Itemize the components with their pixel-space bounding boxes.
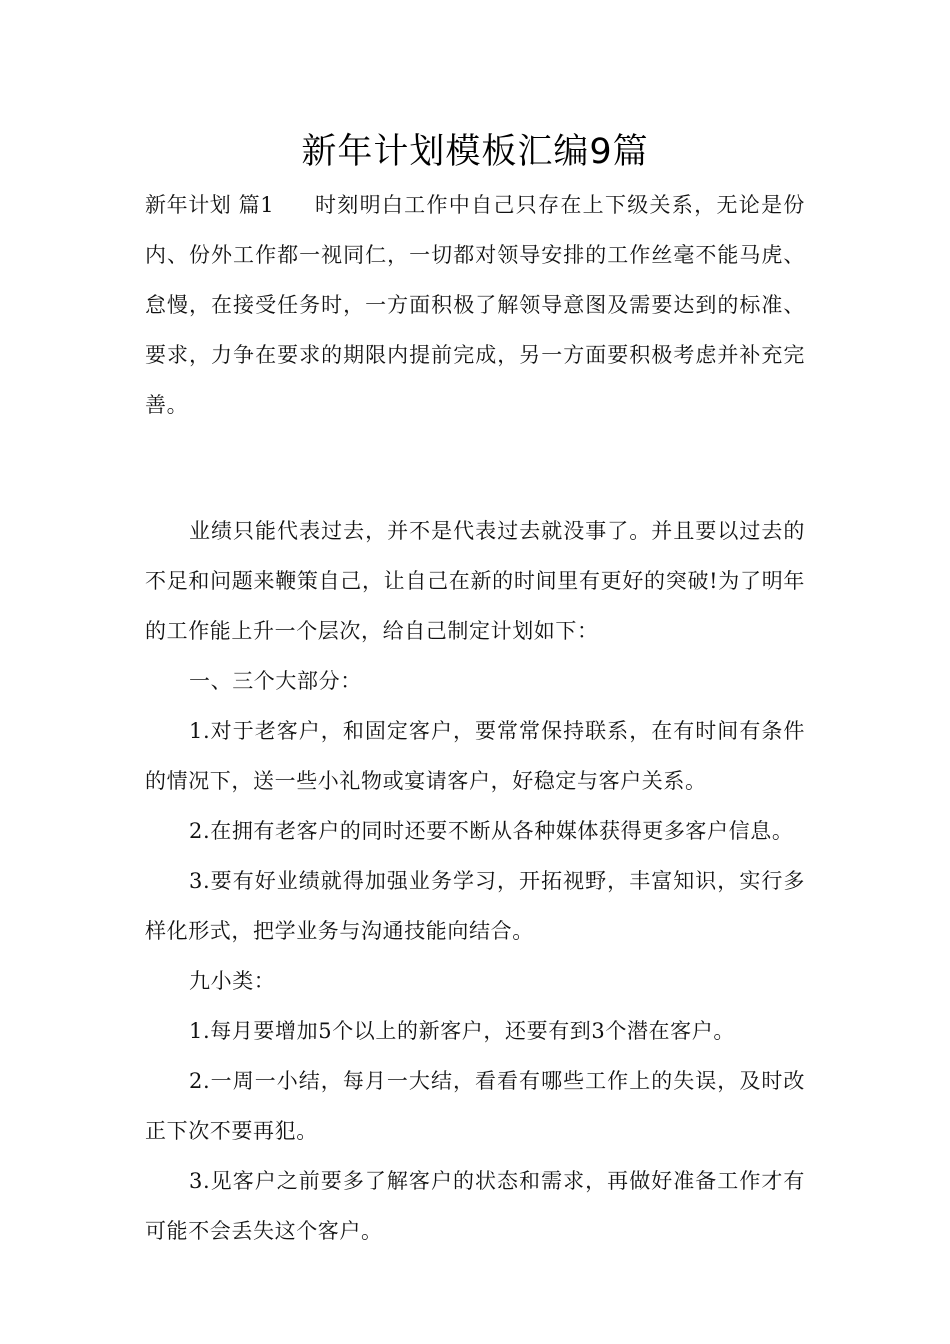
paragraph-gap bbox=[145, 430, 805, 506]
paragraph-2: 业绩只能代表过去，并不是代表过去就没事了。并且要以过去的不足和问题来鞭策自己，让自己在新的时间里有更好的突破!为了明年的工作能上升一个层次，给自己制定计划如下： bbox=[145, 519, 805, 643]
section-heading: 新年计划 篇1 bbox=[145, 193, 275, 217]
list-item: 2.在拥有老客户的同时还要不断从各种媒体获得更多客户信息。 bbox=[189, 819, 794, 843]
list-item: 2.一周一小结，每月一大结，看看有哪些工作上的失误，及时改正下次不要再犯。 bbox=[145, 1069, 805, 1143]
list-item: 3.要有好业绩就得加强业务学习，开拓视野，丰富知识，实行多样化形式，把学业务与沟通技能向结合。 bbox=[145, 869, 805, 943]
document-title: 新年计划模板汇编9篇 bbox=[301, 132, 649, 172]
paragraph-1-text: 时刻明白工作中自己只存在上下级关系，无论是份内、份外工作都一视同仁，一切都对领导安排的工作丝毫不能马虎、怠慢，在接受任务时，一方面积极了解领导意图及需要达到的标准、要求，力争在要求的期限内提前完成，另一方面要积极考虑并补充完善。 bbox=[145, 193, 805, 417]
paragraph-1 bbox=[145, 180, 805, 430]
list-item: 3.见客户之前要多了解客户的状态和需求，再做好准备工作才有可能不会丢失这个客户。 bbox=[145, 1169, 805, 1243]
document-body bbox=[145, 180, 805, 1256]
list-item: 1.对于老客户，和固定客户，要常常保持联系，在有时间有条件的情况下，送一些小礼物或宴请客户，好稳定与客户关系。 bbox=[145, 719, 805, 793]
section-heading-nine-types: 九小类： bbox=[189, 969, 276, 993]
section-heading-three-parts: 一、三个大部分： bbox=[189, 669, 362, 693]
list-item: 1.每月要增加5个以上的新客户，还要有到3个潜在客户。 bbox=[189, 1019, 735, 1043]
